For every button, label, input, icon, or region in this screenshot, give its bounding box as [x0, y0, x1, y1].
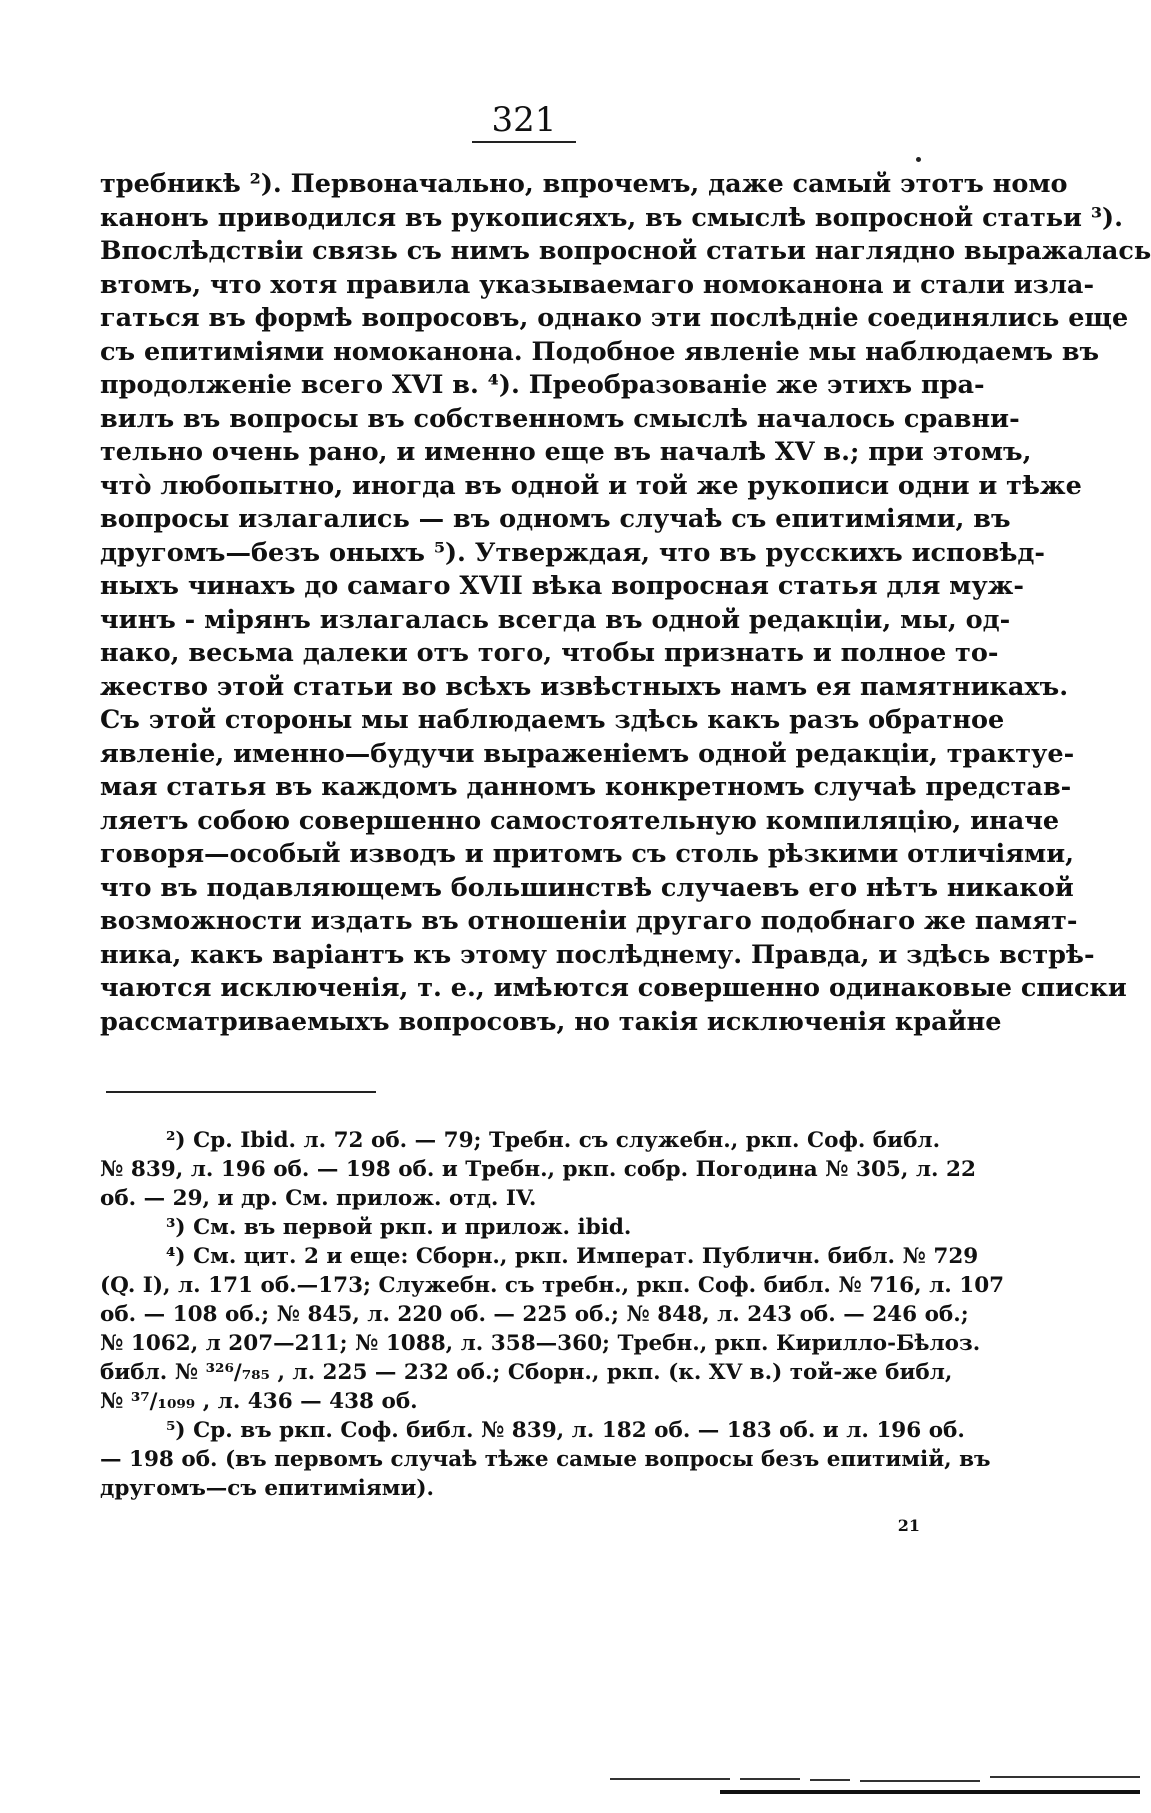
text-line: гаться въ формѣ вопросовъ, однако эти послѣдніе соединялись еще — [100, 303, 1129, 333]
text-line: явленіе, именно—будучи выраженіемъ одной редакціи, трактуе- — [100, 738, 1075, 769]
text-line: что въ подавляющемъ большинствѣ случаевъ его нѣтъ никакой — [100, 872, 1074, 903]
printer-signature-mark: 21 — [897, 1516, 920, 1535]
text-line: возможности издать въ отношеніи другаго подобнаго же памят- — [100, 906, 1078, 936]
text-line: нако, весьма далеки отъ того, чтобы признать и полное то- — [100, 638, 999, 668]
text-line: жество этой статьи во всѣхъ извѣстныхъ намъ ея памятникахъ. — [100, 671, 1069, 702]
text-line: продолженіе всего XVI в. ⁴). Преобразованіе же этихъ пра- — [100, 370, 985, 400]
text-line: тельно очень рано, и именно еще въ началѣ XV в.; при этомъ, — [100, 437, 1032, 467]
text-line: ныхъ чинахъ до самаго XVII вѣка вопросная статья для муж- — [100, 571, 1024, 601]
text-line: втомъ, что хотя правила указываемаго номоканона и стали изла- — [100, 269, 1095, 300]
text-line: вопросы излагались — въ одномъ случаѣ съ епитиміями, въ — [100, 504, 1011, 534]
footnote-line: — 198 об. (въ первомъ случаѣ тѣже самые вопросы безъ епитимій, въ — [100, 1447, 991, 1472]
page-number-rule — [472, 141, 576, 143]
text-line: съ епитиміями номоканона. Подобное явленіе мы наблюдаемъ въ — [100, 336, 1100, 367]
footnote-line: ⁴) См. цит. 2 и еще: Сборн., ркп. Императ. Публичн. библ. № 729 — [166, 1244, 979, 1269]
ink-mark — [916, 157, 921, 162]
footnotes — [100, 1126, 1005, 1503]
text-line: вилъ въ вопросы въ собственномъ смыслѣ началось сравни- — [100, 403, 1020, 434]
main-text — [100, 168, 1151, 1039]
footnote-line: ²) Ср. Ibid. л. 72 об. — 79; Требн. съ служебн., ркп. Соф. библ. — [166, 1128, 941, 1153]
text-line: Съ этой стороны мы наблюдаемъ здѣсь какъ разъ обратное — [100, 705, 1005, 735]
text-line: канонъ приводился въ рукописяхъ, въ смыслѣ вопросной статьи ³). — [100, 202, 1123, 233]
page-number: 321 — [491, 100, 557, 140]
footnote-line: об. — 29, и др. См. прилож. отд. IV. — [100, 1186, 537, 1211]
footnote-line: ³) См. въ первой ркп. и прилож. ibid. — [166, 1215, 632, 1240]
footnote-line: № 839, л. 196 об. — 198 об. и Требн., ркп. собр. Погодина № 305, л. 22 — [100, 1157, 976, 1182]
text-line: ляетъ собою совершенно самостоятельную компиляцію, иначе — [100, 805, 1060, 836]
footnote-line: библ. № ³²⁶/₇₈₅ , л. 225 — 232 об.; Сборн., ркп. (к. XV в.) той-же библ, — [100, 1360, 953, 1385]
footnote-separator — [106, 1091, 376, 1093]
text-line: чинъ - мірянъ излагалась всегда въ одной редакціи, мы, од- — [100, 604, 1011, 635]
text-line: что̀ любопытно, иногда въ одной и той же рукописи одни и тѣже — [100, 470, 1082, 501]
text-line: рассматриваемыхъ вопросовъ, но такія исключенія крайне — [100, 1006, 1002, 1037]
footnote-line: № 1062, л 207—211; № 1088, л. 358—360; Требн., ркп. Кирилло-Бѣлоз. — [100, 1331, 981, 1356]
text-line: другомъ—безъ оныхъ ⁵). Утверждая, что въ русскихъ исповѣд- — [100, 537, 1045, 568]
text-line: мая статья въ каждомъ данномъ конкретномъ случаѣ представ- — [100, 772, 1072, 802]
text-line: говоря—особый изводъ и притомъ съ столь рѣзкими отличіями, — [100, 839, 1074, 869]
text-line: ника, какъ варіантъ къ этому послѣднему. Правда, и здѣсь встрѣ- — [100, 939, 1095, 970]
text-line: чаются исключенія, т. е., имѣются совершенно одинаковые списки — [100, 973, 1127, 1003]
footnote-line: другомъ—съ епитиміями). — [100, 1476, 435, 1501]
text-line: требникѣ ²). Первоначально, впрочемъ, даже самый этотъ номо — [100, 169, 1068, 199]
text-line: Впослѣдствіи связь съ нимъ вопросной статьи наглядно выражалась — [100, 236, 1151, 266]
scan-artifact-lines — [610, 1770, 1140, 1800]
footnote-line: ⁵) Ср. въ ркп. Соф. библ. № 839, л. 182 об. — 183 об. и л. 196 об. — [166, 1418, 965, 1443]
footnote-line: (Q. I), л. 171 об.—173; Служебн. съ требн., ркп. Соф. библ. № 716, л. 107 — [100, 1273, 1005, 1298]
footnote-line: об. — 108 об.; № 845, л. 220 об. — 225 об.; № 848, л. 243 об. — 246 об.; — [100, 1302, 969, 1327]
footnote-line: № ³⁷/₁₀₉₉ , л. 436 — 438 об. — [100, 1389, 418, 1414]
